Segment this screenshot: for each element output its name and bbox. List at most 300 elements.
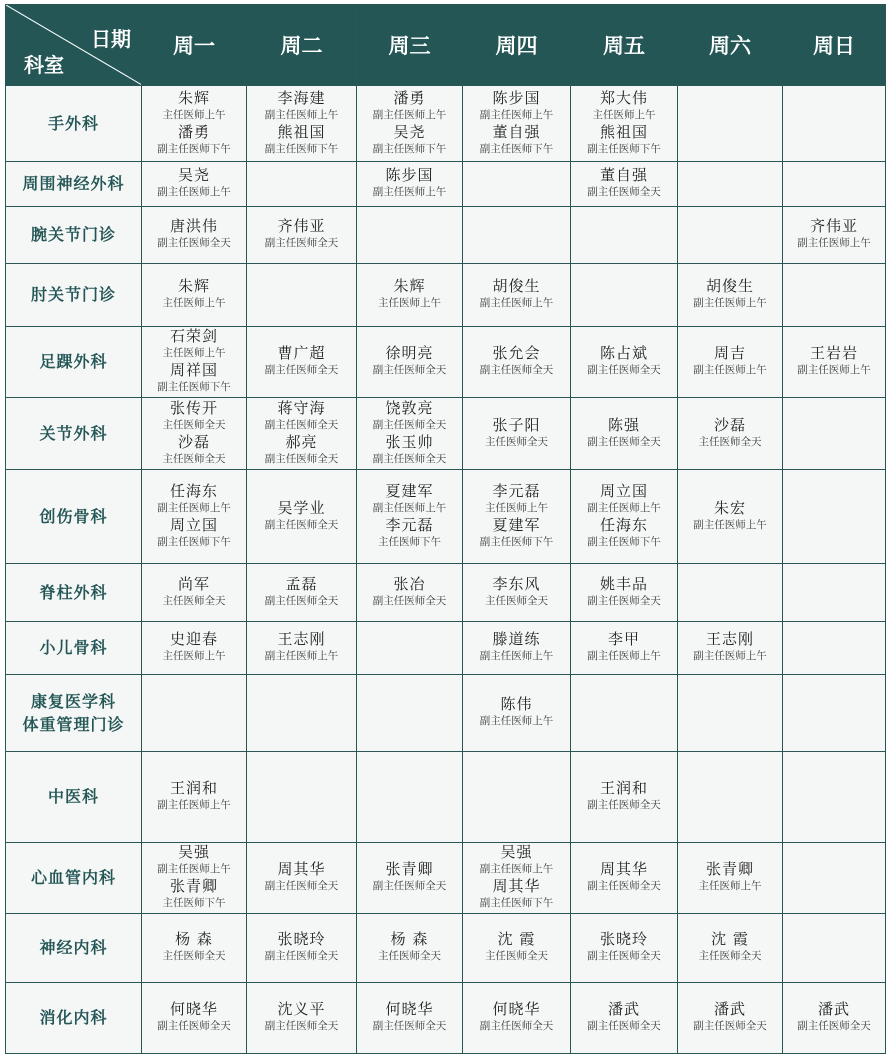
doctor-entry	[142, 1001, 246, 1035]
schedule-cell	[142, 983, 247, 1054]
schedule-cell	[142, 470, 247, 564]
department-name: 腕关节门诊	[30, 225, 116, 245]
table-row	[6, 264, 886, 327]
doctor-name: 周立国	[599, 481, 648, 500]
department-cell	[6, 327, 142, 398]
doctor-entry	[678, 278, 782, 312]
schedule-cell	[142, 564, 247, 622]
schedule-cell	[571, 914, 678, 983]
doctor-name: 潘武	[713, 1000, 746, 1018]
doctor-name: 张晓玲	[277, 930, 326, 948]
doctor-entry	[357, 483, 462, 517]
doctor-name: 尚军	[177, 574, 210, 593]
doctor-name: 朱宏	[713, 498, 746, 517]
doctor-title-session: 副主任医师上午	[372, 501, 447, 514]
schedule-cell	[783, 675, 886, 752]
schedule-cell	[142, 914, 247, 983]
schedule-cell	[783, 327, 886, 398]
doctor-title-session: 主任医师下午	[162, 897, 226, 909]
schedule-cell	[247, 622, 357, 675]
schedule-cell	[247, 398, 357, 470]
doctor-entry	[571, 417, 677, 451]
doctor-title-session: 主任医师上午	[378, 297, 441, 309]
doctor-title-session: 副主任医师上午	[479, 863, 554, 875]
doctor-title-session: 副主任医师下午	[372, 142, 447, 155]
table-row	[6, 86, 886, 162]
schedule-cell	[571, 264, 678, 327]
table-row	[6, 622, 886, 675]
schedule-cell	[678, 675, 783, 752]
doctor-name: 任海东	[599, 515, 648, 534]
doctor-name: 李海建	[277, 88, 326, 107]
doctor-title-session: 副主任医师全天	[372, 418, 447, 431]
doctor-entry	[357, 90, 462, 124]
doctor-name: 张青卿	[169, 877, 218, 895]
doctor-name: 吴尧	[393, 122, 426, 141]
doctor-title-session: 副主任医师上午	[479, 715, 554, 727]
table-row	[6, 983, 886, 1054]
doctor-name: 张玉帅	[385, 432, 434, 451]
schedule-cell	[783, 162, 886, 207]
schedule-cell	[783, 86, 886, 162]
doctor-entry	[678, 931, 782, 965]
doctor-name: 夏建军	[385, 481, 434, 500]
department-name: 关节外科	[39, 423, 108, 443]
doctor-name: 郝亮	[285, 432, 318, 451]
doctor-title-session: 副主任医师全天	[479, 364, 554, 376]
doctor-name: 李元磊	[492, 481, 541, 500]
doctor-title-session: 主任医师上午	[162, 108, 226, 121]
schedule-cell	[247, 752, 357, 843]
schedule-cell	[142, 752, 247, 843]
doctor-title-session: 副主任医师下午	[479, 535, 554, 548]
doctor-name: 石荣剑	[169, 327, 218, 345]
schedule-cell	[678, 752, 783, 843]
doctor-entry	[678, 861, 782, 895]
schedule-cell	[678, 564, 783, 622]
doctor-title-session: 副主任医师上午	[157, 501, 231, 514]
doctor-entry	[247, 631, 356, 665]
schedule-cell	[247, 327, 357, 398]
doctor-entry	[247, 400, 356, 434]
doctor-entry	[357, 434, 462, 468]
doctor-entry	[357, 124, 462, 158]
doctor-title-session: 主任医师下午	[378, 535, 441, 548]
doctor-title-session: 副主任医师全天	[157, 1020, 231, 1032]
schedule-cell	[571, 86, 678, 162]
doctor-title-session: 主任医师全天	[485, 435, 548, 448]
department-cell	[6, 983, 142, 1054]
doctor-name: 潘勇	[177, 122, 210, 141]
schedule-cell	[247, 86, 357, 162]
doctor-name: 周祥国	[169, 361, 218, 379]
doctor-title-session: 副主任医师上午	[479, 108, 554, 121]
doctor-entry	[357, 931, 462, 965]
schedule-cell	[678, 470, 783, 564]
schedule-cell	[142, 622, 247, 675]
doctor-name: 沈 霞	[497, 930, 536, 948]
schedule-cell	[463, 470, 571, 564]
doctor-entry	[357, 400, 462, 434]
doctor-entry	[142, 362, 246, 396]
schedule-cell	[571, 622, 678, 675]
doctor-title-session: 主任医师全天	[162, 950, 226, 962]
department-name: 脊柱外科	[39, 582, 108, 602]
department-name: 体重管理门诊	[22, 715, 125, 734]
doctor-title-session: 副主任医师下午	[157, 535, 231, 548]
doctor-entry	[142, 434, 246, 468]
doctor-entry	[463, 90, 570, 124]
doctor-entry	[463, 124, 570, 158]
doctor-name: 沈义平	[277, 1000, 326, 1018]
doctor-name: 吴尧	[177, 166, 210, 184]
doctor-entry	[247, 576, 356, 610]
doctor-name: 熊祖国	[599, 122, 648, 141]
schedule-cell	[571, 327, 678, 398]
doctor-title-session: 副主任医师上午	[157, 186, 231, 198]
schedule-cell	[463, 162, 571, 207]
doctor-entry	[247, 90, 356, 124]
schedule-cell	[463, 622, 571, 675]
doctor-name: 张青卿	[705, 860, 754, 878]
department-cell	[6, 564, 142, 622]
doctor-name: 张传开	[169, 398, 218, 417]
doctor-name: 胡俊生	[705, 277, 754, 295]
doctor-name: 陈伟	[500, 695, 533, 713]
doctor-entry	[142, 780, 246, 814]
schedule-cell	[783, 398, 886, 470]
schedule-cell	[571, 207, 678, 264]
doctor-entry	[357, 278, 462, 312]
doctor-title-session: 主任医师全天	[162, 594, 226, 607]
doctor-title-session: 副主任医师上午	[693, 297, 767, 309]
doctor-title-session: 副主任医师全天	[587, 435, 661, 448]
schedule-wrapper	[5, 4, 885, 1054]
schedule-cell	[571, 843, 678, 914]
schedule-cell	[142, 162, 247, 207]
doctor-name: 何晓华	[492, 1000, 541, 1018]
schedule-cell	[357, 398, 463, 470]
doctor-entry	[571, 167, 677, 201]
doctor-name: 杨 森	[390, 930, 429, 948]
schedule-cell	[247, 914, 357, 983]
department-name: 足踝外科	[39, 352, 108, 372]
doctor-entry	[247, 124, 356, 158]
doctor-title-session: 主任医师上午	[485, 501, 548, 514]
doctor-title-session: 副主任医师全天	[264, 452, 339, 465]
doctor-title-session: 副主任医师全天	[264, 418, 339, 431]
department-cell	[6, 675, 142, 752]
department-name: 神经内科	[39, 938, 108, 958]
doctor-entry	[571, 124, 677, 158]
doctor-entry	[571, 931, 677, 965]
doctor-entry	[247, 434, 356, 468]
department-cell	[6, 264, 142, 327]
doctor-title-session: 副主任医师全天	[587, 1020, 661, 1032]
doctor-entry	[357, 1001, 462, 1035]
doctor-title-session: 副主任医师上午	[587, 650, 661, 662]
schedule-cell	[247, 675, 357, 752]
doctor-name: 徐明亮	[385, 344, 434, 362]
doctor-entry	[463, 878, 570, 912]
day-header-tue: 周二	[247, 5, 357, 86]
doctor-name: 朱辉	[177, 88, 210, 107]
doctor-entry	[463, 1001, 570, 1035]
doctor-name: 齐伟亚	[809, 217, 858, 235]
doctor-title-session: 副主任医师上午	[693, 518, 767, 531]
doctor-title-session: 副主任医师上午	[264, 108, 339, 121]
doctor-title-session: 副主任医师全天	[264, 1020, 339, 1032]
doctor-title-session: 副主任医师上午	[693, 364, 767, 376]
department-name: 肘关节门诊	[30, 285, 116, 305]
table-row	[6, 162, 886, 207]
doctor-entry	[571, 576, 677, 610]
department-cell	[6, 207, 142, 264]
schedule-cell	[783, 207, 886, 264]
doctor-title-session: 副主任医师上午	[157, 863, 231, 875]
doctor-entry	[783, 218, 885, 252]
schedule-cell	[678, 86, 783, 162]
doctor-title-session: 副主任医师全天	[372, 452, 447, 465]
schedule-cell	[142, 207, 247, 264]
doctor-title-session: 副主任医师下午	[157, 381, 231, 393]
doctor-name: 吴学业	[277, 498, 326, 517]
doctor-title-session: 主任医师上午	[162, 650, 226, 662]
schedule-cell	[357, 983, 463, 1054]
doctor-title-session: 副主任医师上午	[693, 650, 767, 662]
doctor-entry	[463, 278, 570, 312]
doctor-title-session: 主任医师全天	[485, 950, 548, 962]
doctor-name: 张晓玲	[599, 930, 648, 948]
doctor-title-session: 副主任医师全天	[587, 186, 661, 198]
doctor-title-session: 副主任医师全天	[587, 799, 661, 811]
doctor-entry	[247, 218, 356, 252]
doctor-name: 李元磊	[385, 515, 434, 534]
schedule-cell	[783, 843, 886, 914]
doctor-entry	[678, 1001, 782, 1035]
doctor-name: 吴强	[500, 843, 533, 861]
schedule-cell	[357, 86, 463, 162]
table-row	[6, 675, 886, 752]
schedule-cell	[783, 470, 886, 564]
doctor-title-session: 主任医师全天	[162, 452, 226, 465]
department-cell	[6, 162, 142, 207]
schedule-cell	[142, 86, 247, 162]
doctor-name: 孟磊	[285, 574, 318, 593]
department-name: 周围神经外科	[22, 174, 125, 194]
schedule-cell	[463, 752, 571, 843]
schedule-cell	[357, 264, 463, 327]
schedule-cell	[678, 162, 783, 207]
doctor-name: 吴强	[177, 843, 210, 861]
doctor-entry	[142, 844, 246, 878]
department-cell	[6, 914, 142, 983]
day-header-sat: 周六	[678, 5, 783, 86]
schedule-cell	[247, 207, 357, 264]
doctor-name: 郑大伟	[599, 88, 648, 107]
schedule-cell	[357, 752, 463, 843]
doctor-name: 董自强	[492, 122, 541, 141]
doctor-name: 周吉	[713, 344, 746, 362]
doctor-name: 朱辉	[393, 277, 426, 295]
department-cell	[6, 622, 142, 675]
table-row	[6, 914, 886, 983]
corner-date-label: 日期	[91, 27, 131, 51]
department-name: 消化内科	[39, 1008, 108, 1028]
doctor-entry	[247, 345, 356, 379]
doctor-title-session: 副主任医师下午	[479, 142, 554, 155]
schedule-cell	[678, 264, 783, 327]
table-row	[6, 398, 886, 470]
schedule-cell	[678, 327, 783, 398]
doctor-entry	[571, 483, 677, 517]
department-cell	[6, 86, 142, 162]
doctor-entry	[571, 631, 677, 665]
schedule-cell	[247, 264, 357, 327]
schedule-cell	[357, 914, 463, 983]
doctor-title-session: 副主任医师下午	[264, 142, 339, 155]
schedule-cell	[678, 914, 783, 983]
doctor-title-session: 副主任医师全天	[264, 880, 339, 892]
department-name: 手外科	[47, 113, 99, 133]
day-header-thu: 周四	[463, 5, 571, 86]
doctor-title-session: 副主任医师全天	[372, 880, 447, 892]
schedule-cell	[142, 675, 247, 752]
doctor-title-session: 副主任医师全天	[479, 1020, 554, 1032]
doctor-name: 王润和	[599, 779, 648, 797]
doctor-entry	[142, 931, 246, 965]
doctor-title-session: 副主任医师上午	[264, 650, 339, 662]
doctor-name: 潘勇	[393, 88, 426, 107]
doctor-entry	[142, 167, 246, 201]
doctor-name: 李甲	[607, 630, 640, 648]
doctor-name: 周其华	[277, 860, 326, 878]
doctor-entry	[142, 483, 246, 517]
doctor-entry	[357, 576, 462, 610]
doctor-title-session: 副主任医师上午	[479, 650, 554, 662]
schedule-body	[6, 86, 886, 1054]
doctor-entry	[247, 931, 356, 965]
department-cell	[6, 398, 142, 470]
department-cell	[6, 843, 142, 914]
doctor-title-session: 副主任医师全天	[587, 880, 661, 892]
doctor-name: 潘武	[817, 1000, 850, 1018]
schedule-cell	[142, 843, 247, 914]
doctor-entry	[142, 90, 246, 124]
doctor-name: 任海东	[169, 481, 218, 500]
doctor-name: 杨 森	[175, 930, 213, 948]
schedule-cell	[357, 843, 463, 914]
doctor-name: 胡俊生	[492, 277, 541, 295]
doctor-name: 唐洪伟	[169, 217, 218, 235]
department-name: 心血管内科	[30, 868, 116, 888]
schedule-cell	[357, 470, 463, 564]
schedule-cell	[247, 843, 357, 914]
doctor-name: 史迎春	[169, 630, 218, 648]
schedule-cell	[783, 622, 886, 675]
schedule-cell	[463, 843, 571, 914]
department-cell	[6, 470, 142, 564]
doctor-title-session: 主任医师全天	[162, 418, 226, 431]
doctor-name: 周立国	[169, 515, 218, 534]
schedule-cell	[678, 622, 783, 675]
doctor-name: 沙磊	[713, 415, 746, 434]
schedule-cell	[463, 675, 571, 752]
department-name: 创伤骨科	[39, 506, 108, 526]
doctor-entry	[678, 417, 782, 451]
schedule-cell	[678, 983, 783, 1054]
doctor-title-session: 主任医师上午	[698, 880, 762, 892]
department-cell	[6, 752, 142, 843]
schedule-cell	[783, 564, 886, 622]
table-row	[6, 752, 886, 843]
doctor-title-session: 副主任医师全天	[587, 364, 661, 376]
schedule-cell	[571, 752, 678, 843]
schedule-cell	[247, 470, 357, 564]
outpatient-schedule-table	[5, 4, 886, 1054]
doctor-title-session: 副主任医师全天	[372, 594, 447, 607]
header-row	[6, 5, 886, 86]
doctor-title-session: 副主任医师全天	[157, 237, 231, 249]
doctor-entry	[463, 576, 570, 610]
doctor-entry	[247, 500, 356, 534]
doctor-name: 王润和	[169, 779, 218, 797]
doctor-entry	[463, 517, 570, 551]
doctor-name: 曹广超	[277, 344, 326, 362]
doctor-entry	[142, 631, 246, 665]
doctor-title-session: 副主任医师下午	[587, 535, 661, 548]
doctor-title-session: 副主任医师全天	[372, 364, 447, 376]
doctor-entry	[142, 576, 246, 610]
doctor-title-session: 副主任医师上午	[372, 186, 447, 198]
schedule-cell	[463, 264, 571, 327]
schedule-cell	[463, 327, 571, 398]
schedule-cell	[571, 983, 678, 1054]
doctor-title-session: 副主任医师下午	[157, 142, 231, 155]
doctor-entry	[463, 931, 570, 965]
schedule-cell	[142, 398, 247, 470]
doctor-title-session: 副主任医师全天	[264, 594, 339, 607]
schedule-cell	[357, 327, 463, 398]
doctor-entry	[678, 631, 782, 665]
schedule-cell	[357, 622, 463, 675]
doctor-title-session: 副主任医师全天	[264, 518, 339, 531]
doctor-title-session: 副主任医师全天	[264, 237, 339, 249]
doctor-title-session: 主任医师全天	[698, 950, 762, 962]
doctor-name: 姚丰品	[599, 574, 648, 593]
schedule-cell	[357, 162, 463, 207]
schedule-cell	[142, 327, 247, 398]
department-name: 小儿骨科	[39, 638, 108, 658]
day-header-mon: 周一	[142, 5, 247, 86]
doctor-title-session: 副主任医师全天	[264, 950, 339, 962]
schedule-cell	[678, 843, 783, 914]
doctor-entry	[571, 517, 677, 551]
doctor-title-session: 副主任医师上午	[157, 799, 231, 811]
doctor-name: 周其华	[599, 860, 648, 878]
schedule-cell	[357, 675, 463, 752]
doctor-entry	[247, 861, 356, 895]
doctor-name: 王岩岩	[809, 344, 858, 362]
schedule-cell	[571, 398, 678, 470]
doctor-name: 张青卿	[385, 860, 434, 878]
doctor-title-session: 副主任医师全天	[264, 364, 339, 376]
doctor-name: 王志刚	[277, 630, 326, 648]
schedule-cell	[247, 162, 357, 207]
day-header-sun: 周日	[783, 5, 886, 86]
doctor-name: 陈占斌	[599, 344, 648, 362]
schedule-cell	[678, 207, 783, 264]
